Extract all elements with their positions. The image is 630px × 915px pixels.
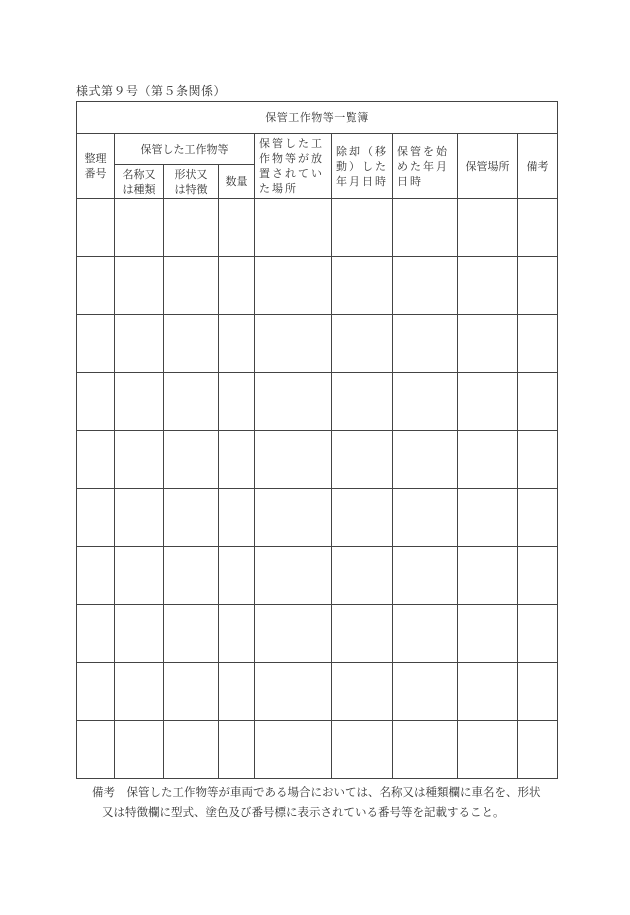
- cell-storage-start-datetime[interactable]: [393, 431, 458, 489]
- cell-remarks[interactable]: [518, 547, 558, 605]
- table-row: [77, 373, 558, 431]
- cell-quantity[interactable]: [219, 373, 255, 431]
- cell-seiri-bango[interactable]: [77, 489, 115, 547]
- cell-removed-datetime[interactable]: [332, 257, 393, 315]
- cell-name-or-type[interactable]: [115, 431, 164, 489]
- cell-shape-or-feature[interactable]: [164, 315, 219, 373]
- cell-storage-place[interactable]: [458, 489, 518, 547]
- header-shape-or-feature: 形状又は特徴: [164, 165, 219, 199]
- cell-storage-start-datetime[interactable]: [393, 663, 458, 721]
- cell-seiri-bango[interactable]: [77, 605, 115, 663]
- cell-seiri-bango[interactable]: [77, 663, 115, 721]
- cell-quantity[interactable]: [219, 257, 255, 315]
- cell-storage-start-datetime[interactable]: [393, 315, 458, 373]
- cell-storage-place[interactable]: [458, 257, 518, 315]
- cell-name-or-type[interactable]: [115, 721, 164, 779]
- cell-seiri-bango[interactable]: [77, 547, 115, 605]
- cell-name-or-type[interactable]: [115, 257, 164, 315]
- cell-seiri-bango[interactable]: [77, 373, 115, 431]
- cell-abandoned-place[interactable]: [255, 489, 332, 547]
- cell-remarks[interactable]: [518, 431, 558, 489]
- cell-quantity[interactable]: [219, 199, 255, 257]
- form-number-label: 様式第９号（第５条関係）: [76, 84, 227, 98]
- table-row: [77, 721, 558, 779]
- cell-shape-or-feature[interactable]: [164, 721, 219, 779]
- cell-storage-place[interactable]: [458, 605, 518, 663]
- cell-storage-place[interactable]: [458, 721, 518, 779]
- cell-storage-start-datetime[interactable]: [393, 373, 458, 431]
- cell-abandoned-place[interactable]: [255, 431, 332, 489]
- cell-quantity[interactable]: [219, 663, 255, 721]
- cell-quantity[interactable]: [219, 489, 255, 547]
- cell-removed-datetime[interactable]: [332, 315, 393, 373]
- cell-removed-datetime[interactable]: [332, 373, 393, 431]
- cell-quantity[interactable]: [219, 431, 255, 489]
- cell-shape-or-feature[interactable]: [164, 431, 219, 489]
- header-name-or-type: 名称又は種類: [115, 165, 164, 199]
- cell-shape-or-feature[interactable]: [164, 663, 219, 721]
- cell-shape-or-feature[interactable]: [164, 257, 219, 315]
- cell-remarks[interactable]: [518, 721, 558, 779]
- table-row: [77, 489, 558, 547]
- cell-abandoned-place[interactable]: [255, 373, 332, 431]
- storage-ledger-table: [76, 101, 558, 779]
- cell-remarks[interactable]: [518, 605, 558, 663]
- cell-remarks[interactable]: [518, 257, 558, 315]
- header-quantity: 数量: [219, 165, 255, 199]
- header-storage-start-datetime: 保管を始めた年月日時: [393, 134, 458, 199]
- table-title: 保管工作物等一覧簿: [77, 102, 558, 134]
- header-abandoned-place: 保管した工作物等が放置されていた場所: [255, 134, 332, 199]
- cell-remarks[interactable]: [518, 663, 558, 721]
- cell-shape-or-feature[interactable]: [164, 605, 219, 663]
- cell-seiri-bango[interactable]: [77, 257, 115, 315]
- cell-abandoned-place[interactable]: [255, 199, 332, 257]
- table-row: [77, 431, 558, 489]
- cell-storage-start-datetime[interactable]: [393, 489, 458, 547]
- header-stored-items-group: 保管した工作物等: [115, 134, 255, 165]
- cell-abandoned-place[interactable]: [255, 547, 332, 605]
- table-row: [77, 547, 558, 605]
- table-row: [77, 663, 558, 721]
- cell-name-or-type[interactable]: [115, 547, 164, 605]
- cell-shape-or-feature[interactable]: [164, 199, 219, 257]
- header-storage-place: 保管場所: [458, 134, 518, 199]
- cell-storage-start-datetime[interactable]: [393, 605, 458, 663]
- cell-abandoned-place[interactable]: [255, 663, 332, 721]
- table-row: [77, 315, 558, 373]
- cell-remarks[interactable]: [518, 315, 558, 373]
- cell-storage-place[interactable]: [458, 199, 518, 257]
- cell-quantity[interactable]: [219, 547, 255, 605]
- cell-storage-place[interactable]: [458, 373, 518, 431]
- note-label: 備考: [92, 785, 115, 799]
- cell-removed-datetime[interactable]: [332, 489, 393, 547]
- cell-remarks[interactable]: [518, 489, 558, 547]
- note-line-1: 保管した工作物等が車両である場合においては、名称又は種類欄に車名を、形状: [126, 785, 541, 799]
- cell-quantity[interactable]: [219, 721, 255, 779]
- cell-storage-start-datetime[interactable]: [393, 547, 458, 605]
- cell-abandoned-place[interactable]: [255, 605, 332, 663]
- cell-name-or-type[interactable]: [115, 489, 164, 547]
- cell-storage-place[interactable]: [458, 431, 518, 489]
- cell-abandoned-place[interactable]: [255, 315, 332, 373]
- cell-seiri-bango[interactable]: [77, 721, 115, 779]
- cell-name-or-type[interactable]: [115, 199, 164, 257]
- table-row: [77, 257, 558, 315]
- cell-removed-datetime[interactable]: [332, 663, 393, 721]
- cell-seiri-bango[interactable]: [77, 315, 115, 373]
- cell-removed-datetime[interactable]: [332, 605, 393, 663]
- cell-remarks[interactable]: [518, 373, 558, 431]
- cell-quantity[interactable]: [219, 315, 255, 373]
- note-line-2: 又は特徴欄に型式、塗色及び番号標に表示されている番号等を記載すること。: [102, 805, 505, 819]
- header-removed-datetime: 除却（移動）した年月日時: [332, 134, 393, 199]
- cell-storage-place[interactable]: [458, 663, 518, 721]
- cell-seiri-bango[interactable]: [77, 431, 115, 489]
- cell-storage-start-datetime[interactable]: [393, 721, 458, 779]
- cell-shape-or-feature[interactable]: [164, 547, 219, 605]
- cell-abandoned-place[interactable]: [255, 257, 332, 315]
- cell-storage-start-datetime[interactable]: [393, 257, 458, 315]
- cell-name-or-type[interactable]: [115, 663, 164, 721]
- cell-seiri-bango[interactable]: [77, 199, 115, 257]
- cell-storage-place[interactable]: [458, 547, 518, 605]
- remarks-note: [92, 782, 562, 822]
- cell-name-or-type[interactable]: [115, 373, 164, 431]
- cell-removed-datetime[interactable]: [332, 431, 393, 489]
- cell-name-or-type[interactable]: [115, 315, 164, 373]
- cell-name-or-type[interactable]: [115, 605, 164, 663]
- cell-storage-start-datetime[interactable]: [393, 199, 458, 257]
- cell-removed-datetime[interactable]: [332, 547, 393, 605]
- cell-abandoned-place[interactable]: [255, 721, 332, 779]
- header-seiri-bango: 整理番号: [77, 134, 115, 199]
- cell-shape-or-feature[interactable]: [164, 373, 219, 431]
- table-row: [77, 199, 558, 257]
- cell-shape-or-feature[interactable]: [164, 489, 219, 547]
- cell-quantity[interactable]: [219, 605, 255, 663]
- table-row: [77, 605, 558, 663]
- header-remarks: 備考: [518, 134, 558, 199]
- cell-removed-datetime[interactable]: [332, 199, 393, 257]
- cell-remarks[interactable]: [518, 199, 558, 257]
- cell-storage-place[interactable]: [458, 315, 518, 373]
- cell-removed-datetime[interactable]: [332, 721, 393, 779]
